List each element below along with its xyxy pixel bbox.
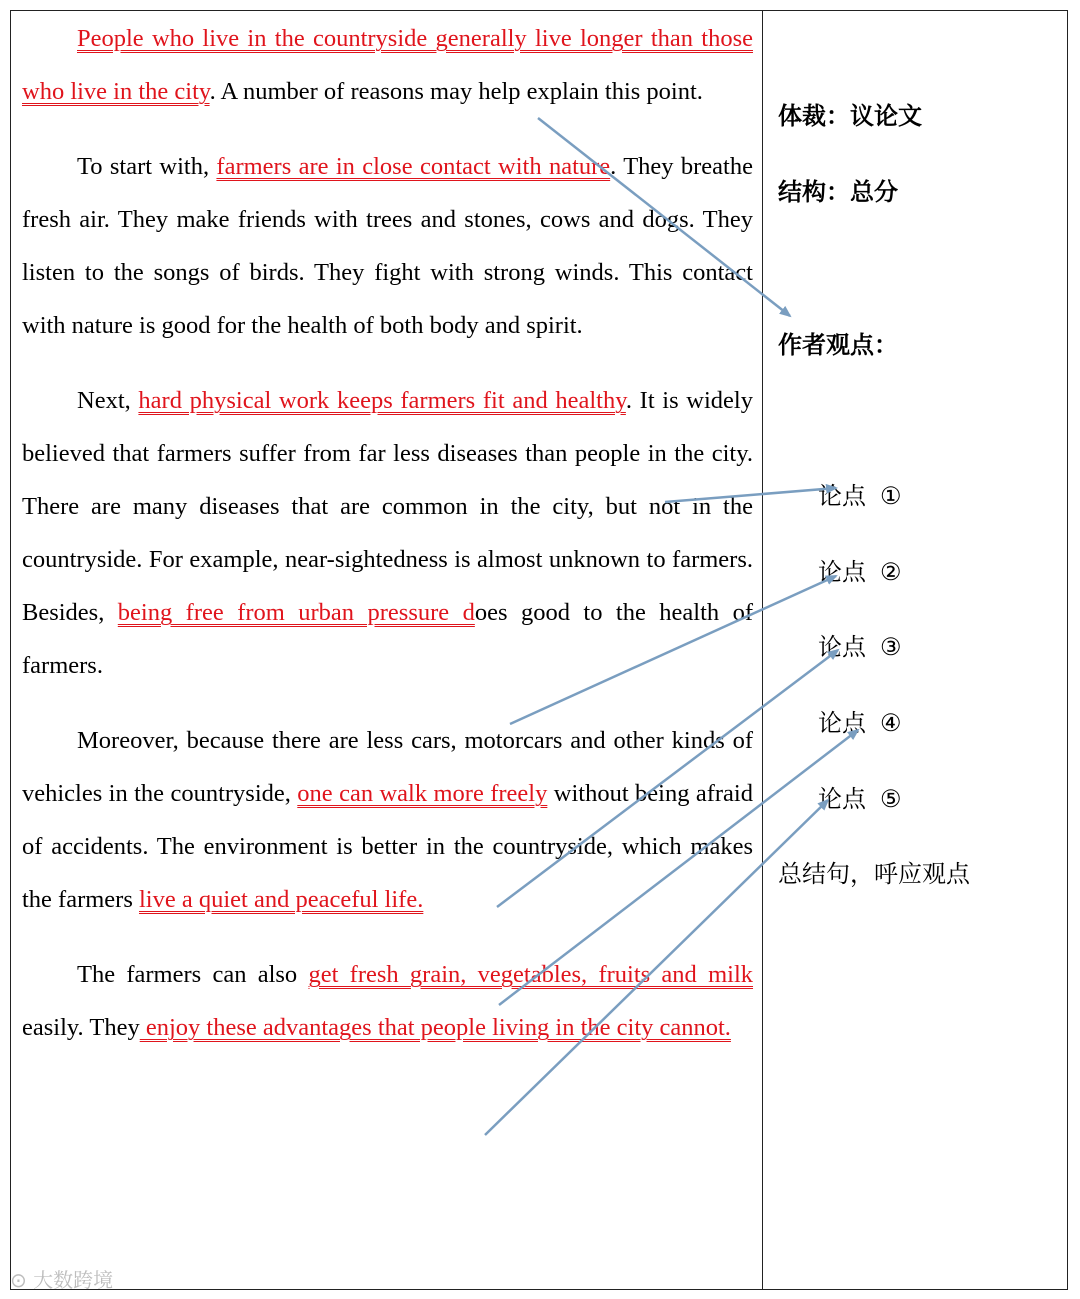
highlighted-argument-4: one can walk more freely (297, 780, 548, 807)
structure-label: 结构：总分 (778, 178, 898, 206)
essay-paragraph-4: Moreover, because there are less cars, motorcars and other kinds of vehicles in the countryside, one can walk more freely without being afraid of accidents. The environment is better in the countryside, which makes the farmers live a quiet and peaceful life. (22, 727, 753, 913)
argument-1-label: 论点 ① (818, 482, 902, 510)
arrow-argument-1 (665, 488, 836, 502)
conclusion-label: 总结句，呼应观点 (778, 860, 970, 888)
arrow-argument-3 (497, 650, 838, 907)
highlighted-argument-6: get fresh grain, vegetables, fruits and milk (308, 961, 754, 988)
genre-label: 体裁：议论文 (778, 102, 922, 130)
essay-paragraph-3: Next, hard physical work keeps farmers fit and healthy. It is widely believed that farmers suffer from far less diseases than people in the city. There are many diseases that are common in the city, but not in the countryside. For example, near-sightedness is almost unknown to farmers. Besides, being free from urban pressure does good to the health of farmers. (22, 387, 754, 679)
arrow-argument-5 (485, 800, 828, 1135)
essay-paragraph-2: To start with, farmers are in close contact with nature. They breathe fresh air. They make friends with trees and stones, cows and dogs. They listen to the songs of birds. They fight with strong winds. This contact with nature is good for the health of both body and spirit. (22, 153, 753, 339)
arrow-argument-2 (510, 576, 836, 724)
highlighted-argument-1: farmers are in close contact with nature (216, 153, 611, 180)
highlighted-thesis: People who live in the countryside generally live longer than those who live in the city (22, 25, 753, 105)
arrow-thesis (538, 118, 790, 316)
argument-5-label: 论点 ⑤ (818, 785, 902, 813)
highlighted-conclusion: enjoy these advantages that people living in the city cannot. (139, 1014, 731, 1041)
watermark: ⊙ 大数跨境 (10, 1268, 114, 1292)
essay-paragraph-5: The farmers can also get fresh grain, vegetables, fruits and milk easily. They enjoy these advantages that people living in the city cannot. (22, 961, 754, 1041)
argument-2-label: 论点 ② (818, 558, 902, 586)
essay-paragraph-1: People who live in the countryside generally live longer than those who live in the city. A number of reasons may help explain this point. (22, 25, 753, 105)
highlighted-argument-2: hard physical work keeps farmers fit and healthy (138, 387, 626, 414)
viewpoint-label: 作者观点： (778, 331, 898, 359)
highlighted-argument-5: live a quiet and peaceful life. (139, 886, 424, 913)
argument-3-label: 论点 ③ (818, 633, 902, 661)
highlighted-argument-3: being free from urban pressure d (117, 599, 475, 626)
argument-4-label: 论点 ④ (818, 709, 902, 737)
